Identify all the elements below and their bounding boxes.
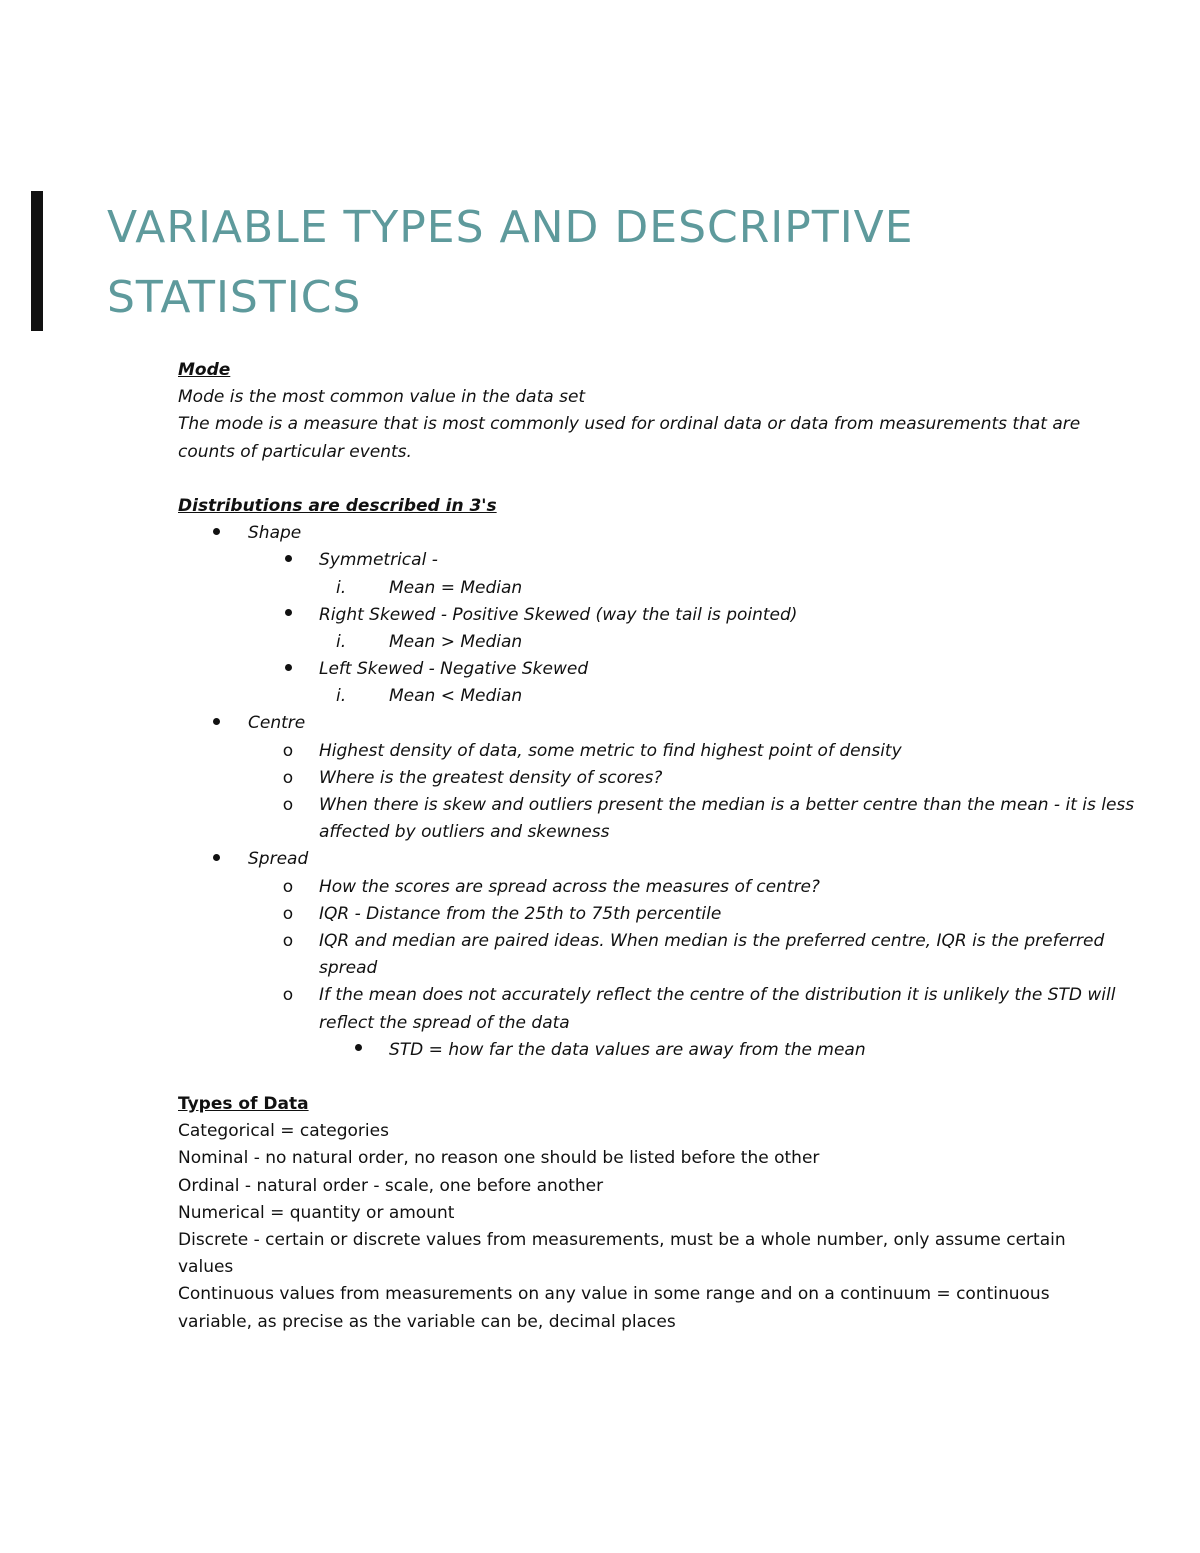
mode-text-2: The mode is a measure that is most commonly used for ordinal data or data from measurements that are bbox=[178, 414, 1081, 435]
list-item bbox=[178, 982, 1138, 1009]
types-line: values bbox=[178, 1257, 234, 1278]
list-item-label: Symmetrical - bbox=[319, 550, 438, 571]
list-subitem-label: Mean > Median bbox=[389, 631, 523, 652]
list-item-shape bbox=[178, 520, 1138, 547]
bullet-icon bbox=[206, 846, 226, 873]
list-subitem-label: STD = how far the data values are away from the mean bbox=[389, 1039, 866, 1060]
list-subitem-label: Mean = Median bbox=[389, 577, 523, 598]
bullet-icon bbox=[278, 602, 298, 629]
list-item-label: How the scores are spread across the measures of centre? bbox=[319, 876, 820, 897]
list-item-label: reflect the spread of the data bbox=[319, 1012, 570, 1033]
circle-bullet-icon: o bbox=[282, 903, 294, 924]
list-subitem bbox=[178, 575, 1138, 602]
types-line: Categorical = categories bbox=[178, 1121, 389, 1142]
page-title bbox=[107, 193, 1007, 333]
list-subitem-std bbox=[178, 1037, 1138, 1064]
list-item-spread bbox=[178, 846, 1138, 873]
list-item-label: Spread bbox=[248, 849, 309, 870]
bullet-icon bbox=[206, 710, 226, 737]
list-subitem bbox=[178, 683, 1138, 710]
circle-bullet-icon: o bbox=[282, 795, 294, 815]
list-item bbox=[178, 792, 1138, 819]
roman-numeral-marker: i. bbox=[336, 631, 347, 652]
list-item-continuation bbox=[178, 1010, 1138, 1037]
types-line: Nominal - no natural order, no reason one should be listed before the other bbox=[178, 1148, 820, 1169]
roman-numeral-marker: i. bbox=[336, 686, 347, 707]
circle-bullet-icon: o bbox=[282, 876, 294, 897]
spacer bbox=[178, 1064, 1138, 1091]
circle-bullet-icon: o bbox=[282, 985, 294, 1006]
circle-bullet-icon: o bbox=[282, 740, 294, 761]
list-item-continuation bbox=[178, 955, 1138, 982]
list-item-label: IQR and median are paired ideas. When median is the preferred centre, IQR is the preferred bbox=[319, 930, 1105, 951]
title-line-2: STATISTICS bbox=[107, 272, 362, 323]
list-item bbox=[178, 874, 1138, 901]
list-item bbox=[178, 765, 1138, 792]
mode-text-1: Mode is the most common value in the data set bbox=[178, 387, 586, 408]
mode-heading: Mode bbox=[178, 360, 231, 380]
circle-bullet-icon: o bbox=[282, 767, 294, 788]
types-line: Numerical = quantity or amount bbox=[178, 1202, 455, 1223]
list-item-label: IQR - Distance from the 25th to 75th percentile bbox=[319, 903, 722, 924]
list-item-label: If the mean does not accurately reflect the centre of the distribution it is unlikely the STD will bbox=[319, 985, 1116, 1006]
list-item-label: Highest density of data, some metric to find highest point of density bbox=[319, 740, 902, 761]
list-item bbox=[178, 901, 1138, 928]
types-line: Continuous values from measurements on any value in some range and on a continuum = continuous bbox=[178, 1284, 1050, 1305]
list-item-right-skewed bbox=[178, 602, 1138, 629]
types-of-data-heading: Types of Data bbox=[178, 1094, 309, 1115]
types-line: variable, as precise as the variable can be, decimal places bbox=[178, 1311, 676, 1332]
spacer bbox=[178, 466, 1138, 493]
bullet-icon bbox=[278, 656, 298, 683]
bullet-icon bbox=[348, 1037, 368, 1064]
bullet-icon bbox=[206, 520, 226, 547]
list-item-label: affected by outliers and skewness bbox=[319, 822, 610, 843]
document-body bbox=[178, 357, 1138, 1336]
list-item-continuation bbox=[178, 819, 1138, 846]
list-subitem bbox=[178, 629, 1138, 656]
circle-bullet-icon: o bbox=[282, 930, 294, 951]
list-item-label: spread bbox=[319, 958, 378, 979]
title-line-1: VARIABLE TYPES AND DESCRIPTIVE bbox=[107, 202, 914, 253]
distributions-heading: Distributions are described in 3's bbox=[178, 495, 497, 516]
list-item-label: Right Skewed - Positive Skewed (way the tail is pointed) bbox=[319, 604, 798, 625]
list-item-label: Left Skewed - Negative Skewed bbox=[319, 659, 589, 680]
mode-text-3: counts of particular events. bbox=[178, 441, 412, 462]
list-item-label: When there is skew and outliers present the median is a better centre than the mean - it is less bbox=[319, 795, 1135, 815]
list-item-centre bbox=[178, 710, 1138, 737]
list-item-label: Where is the greatest density of scores? bbox=[319, 767, 663, 788]
list-item-label: Centre bbox=[248, 713, 306, 734]
list-item-label: Shape bbox=[248, 523, 302, 544]
list-item-symmetrical bbox=[178, 547, 1138, 574]
list-subitem-label: Mean < Median bbox=[389, 686, 523, 707]
list-item bbox=[178, 928, 1138, 955]
types-line: Ordinal - natural order - scale, one before another bbox=[178, 1175, 604, 1196]
types-line: Discrete - certain or discrete values from measurements, must be a whole number, only assume certain bbox=[178, 1230, 1066, 1250]
left-accent-bar bbox=[31, 191, 43, 331]
roman-numeral-marker: i. bbox=[336, 577, 347, 598]
list-item-left-skewed bbox=[178, 656, 1138, 683]
bullet-icon bbox=[278, 547, 298, 574]
list-item bbox=[178, 738, 1138, 765]
